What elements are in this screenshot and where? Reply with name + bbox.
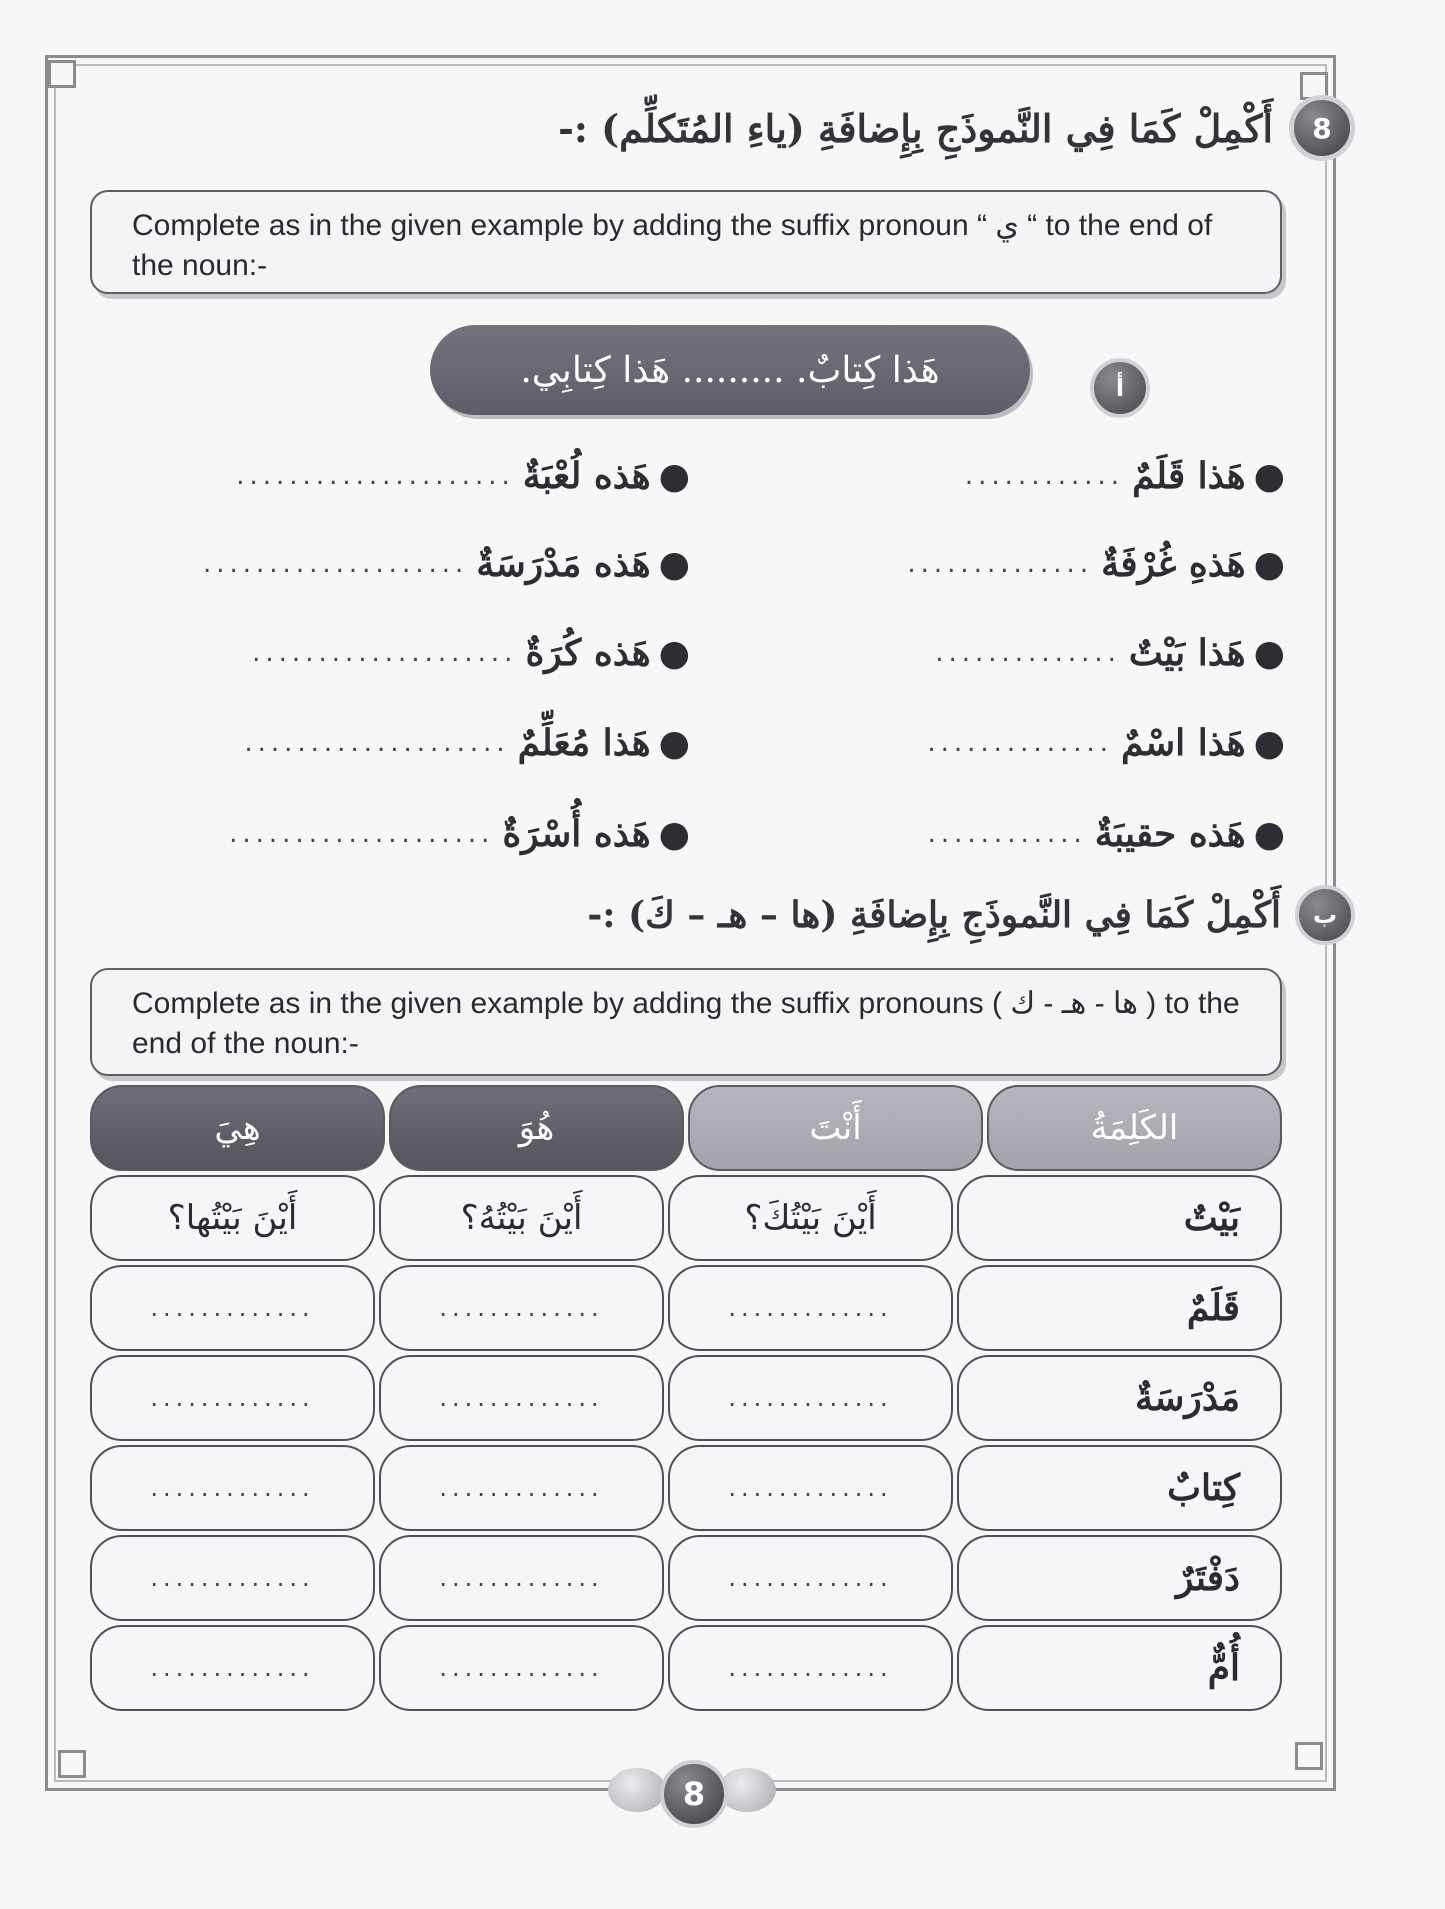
answer-cell[interactable]: .............	[379, 1625, 664, 1711]
answer-blank[interactable]: ..............	[927, 728, 1114, 758]
table-row	[90, 1535, 1282, 1621]
exercise-title: أَكْمِلْ كَمَا فِي النَّموذَجِ بِإِضافَةِ (ياءِ المُتَكلِّم) :-	[558, 105, 1273, 151]
header-word: الكَلِمَةُ	[987, 1085, 1282, 1171]
answer-cell[interactable]: .............	[90, 1625, 375, 1711]
answer-cell[interactable]: .............	[90, 1355, 375, 1441]
instruction-box-1	[90, 190, 1282, 294]
answer-cell[interactable]: .............	[90, 1265, 375, 1351]
answer-blank[interactable]: ....................	[252, 638, 518, 668]
instruction-box-2	[90, 968, 1282, 1076]
header-huwa: هُوَ	[389, 1085, 684, 1171]
answer-cell[interactable]: .............	[90, 1445, 375, 1531]
table-row	[90, 1445, 1282, 1531]
answer-cell[interactable]: .............	[379, 1265, 664, 1351]
part-a-badge: أ	[1090, 358, 1150, 418]
item-word: هَذهِ غُرْفَةٌ	[1101, 543, 1246, 585]
example-sentence: هَذا كِتابٌ. ......... هَذا كِتابِي.	[430, 325, 1030, 415]
example-cell: أَيْنَ بَيْتُهُ؟	[379, 1175, 664, 1261]
part-b-badge: ب	[1295, 885, 1355, 945]
exercise-title-row	[558, 95, 1355, 161]
item-word: هَذا بَيْتٌ	[1128, 632, 1246, 674]
word-cell: كِتابٌ	[957, 1445, 1282, 1531]
answer-cell[interactable]: .............	[379, 1445, 664, 1531]
answer-blank[interactable]: ............	[927, 819, 1087, 849]
list-item-right: ● هَذهِ غُرْفَةٌ ..............	[907, 543, 1285, 585]
word-cell: دَفْتَرٌ	[957, 1535, 1282, 1621]
item-word: هَذه حقيبَةٌ	[1094, 813, 1246, 855]
frame-corner	[1295, 1742, 1323, 1770]
header-hiya: هِيَ	[90, 1085, 385, 1171]
frame-corner	[48, 60, 76, 88]
answer-blank[interactable]: ..............	[907, 549, 1094, 579]
word-cell: قَلَمٌ	[957, 1265, 1282, 1351]
answer-cell[interactable]: .............	[90, 1535, 375, 1621]
item-word: هَذا مُعَلِّمٌ	[517, 722, 651, 764]
list-item-left: ● هَذه كُرَةٌ ....................	[252, 632, 690, 674]
table-row	[90, 1175, 1282, 1261]
page-number: 8	[660, 1760, 728, 1828]
header-anta: أَنْتَ	[688, 1085, 983, 1171]
answer-blank[interactable]: .....................	[236, 461, 515, 491]
answer-blank[interactable]: ..............	[935, 638, 1121, 668]
decor-bubble	[608, 1768, 666, 1812]
item-word: هَذه كُرَةٌ	[525, 632, 651, 674]
pronoun-table	[90, 1085, 1282, 1715]
answer-blank[interactable]: ....................	[244, 728, 510, 758]
answer-cell[interactable]: .............	[379, 1355, 664, 1441]
table-row	[90, 1355, 1282, 1441]
item-word: هَذه أُسْرَةٌ	[502, 813, 651, 855]
answer-blank[interactable]: ....................	[202, 549, 469, 579]
list-item-right: ● هَذا بَيْتٌ ..............	[935, 632, 1285, 674]
list-item-right: ● هَذا قَلَمٌ ............	[964, 455, 1285, 497]
list-item-right: ● هَذا اسْمٌ ..............	[927, 722, 1285, 764]
answer-blank[interactable]: ............	[964, 461, 1125, 491]
part-b-title-row	[587, 885, 1355, 945]
item-word: هَذا اسْمٌ	[1121, 722, 1246, 764]
list-item-left: ● هَذا مُعَلِّمٌ ....................	[244, 722, 690, 764]
answer-cell[interactable]: .............	[668, 1355, 953, 1441]
list-item-right: ● هَذه حقيبَةٌ ............	[927, 813, 1285, 855]
answer-cell[interactable]: .............	[379, 1535, 664, 1621]
instruction-text-2: Complete as in the given example by adding the suffix pronouns ( ها - هـ - ك ) to the end of the noun:-	[132, 987, 1240, 1060]
frame-corner	[58, 1750, 86, 1778]
part-b-title: أَكْمِلْ كَمَا فِي النَّموذَجِ بِإِضافَةِ (ها – هـ – كَ) :-	[587, 894, 1281, 936]
table-row	[90, 1265, 1282, 1351]
answer-cell[interactable]: .............	[668, 1265, 953, 1351]
answer-cell[interactable]: .............	[668, 1625, 953, 1711]
answer-blank[interactable]: ....................	[229, 819, 495, 849]
item-word: هَذه مَدْرَسَةٌ	[476, 543, 651, 585]
item-word: هَذه لُعْبَةٌ	[522, 455, 651, 497]
answer-cell[interactable]: .............	[668, 1535, 953, 1621]
answer-cell[interactable]: .............	[668, 1445, 953, 1531]
table-row	[90, 1625, 1282, 1711]
list-item-left: ● هَذه لُعْبَةٌ .....................	[236, 455, 690, 497]
word-cell: أُمٌّ	[957, 1625, 1282, 1711]
exercise-number-badge: 8	[1289, 95, 1355, 161]
table-header-row	[90, 1085, 1282, 1171]
example-cell: أَيْنَ بَيْتُكَ؟	[668, 1175, 953, 1261]
list-item-left: ● هَذه مَدْرَسَةٌ ....................	[202, 543, 690, 585]
list-item-left: ● هَذه أُسْرَةٌ ....................	[229, 813, 690, 855]
item-word: هَذا قَلَمٌ	[1132, 455, 1246, 497]
word-cell: مَدْرَسَةٌ	[957, 1355, 1282, 1441]
instruction-text-1: Complete as in the given example by adding the suffix pronoun “ ي “ to the end of the noun:-	[132, 209, 1213, 282]
word-cell: بَيْتٌ	[957, 1175, 1282, 1261]
example-cell: أَيْنَ بَيْتُها؟	[90, 1175, 375, 1261]
